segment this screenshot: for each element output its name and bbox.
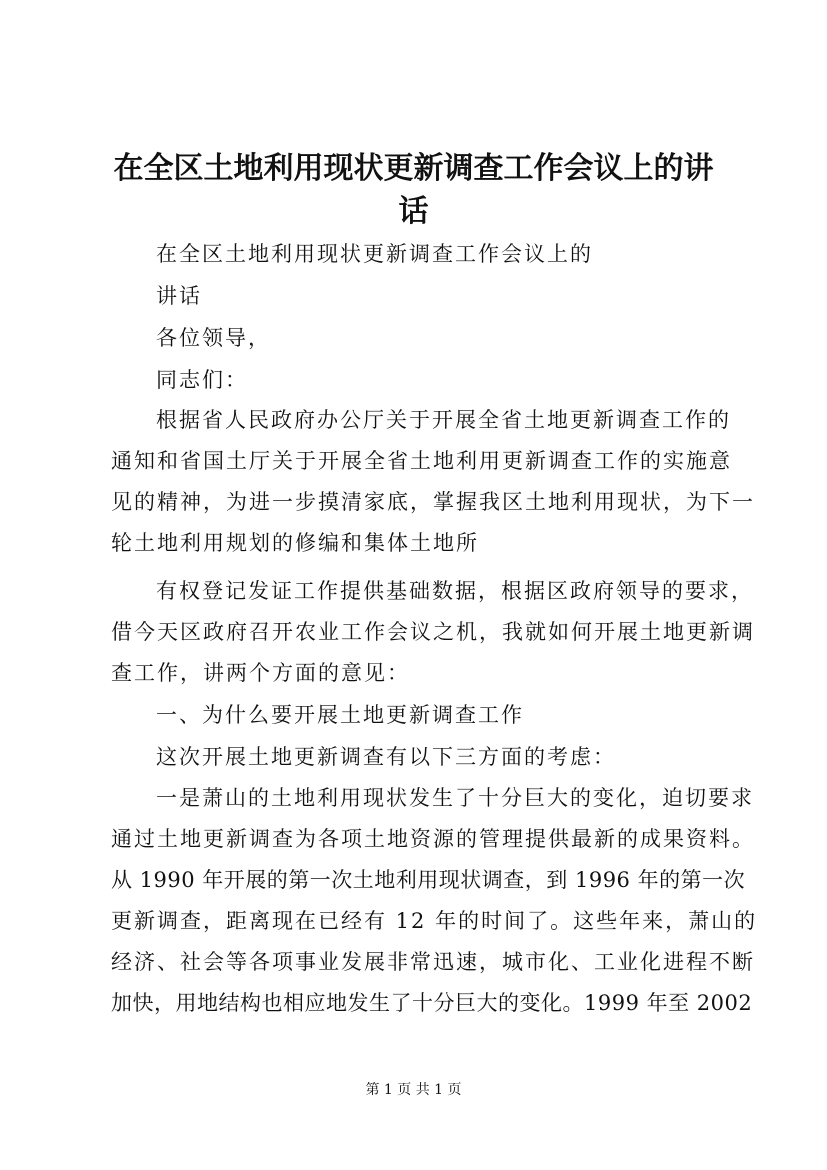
paragraph-line: 加快，用地结构也相应地发生了十分巨大的变化。1999 年至 2002: [111, 991, 753, 1015]
document-title-line-1: 在全区土地利用现状更新调查工作会议上的讲: [113, 151, 714, 186]
page-footer: 第 1 页 共 1 页: [365, 1082, 462, 1098]
salutation-line-1: 各位领导，: [156, 326, 271, 350]
paragraph-line: 从 1990 年开展的第一次土地利用现状调查，到 1996 年的第一次: [111, 868, 746, 892]
paragraph-line: 借今天区政府召开农业工作会议之机，我就如何开展土地更新调: [111, 620, 755, 644]
paragraph-line: 更新调查，距离现在已经有 12 年的时间了。这些年来，萧山的: [111, 909, 758, 933]
salutation-line-2: 同志们：: [156, 368, 248, 392]
paragraph-line: 根据省人民政府办公厅关于开展全省土地更新调查工作的: [156, 408, 731, 432]
paragraph-line: 一是萧山的土地利用现状发生了十分巨大的变化，迫切要求: [156, 786, 754, 810]
section-heading: 一、为什么要开展土地更新调查工作: [156, 703, 524, 727]
paragraph-line: 查工作，讲两个方面的意见：: [111, 661, 410, 685]
paragraph-line: 通知和省国土厅关于开展全省土地利用更新调查工作的实施意: [111, 449, 732, 473]
document-title-line-2: 话: [398, 194, 429, 229]
paragraph-line: 有权登记发证工作提供基础数据，根据区政府领导的要求，: [156, 579, 754, 603]
subtitle-line-1: 在全区土地利用现状更新调查工作会议上的: [156, 242, 593, 266]
subtitle-line-2: 讲话: [156, 284, 202, 308]
paragraph-line: 见的精神，为进一步摸清家底，掌握我区土地利用现状，为下一: [111, 490, 755, 514]
paragraph-line: 经济、社会等各项事业发展非常迅速，城市化、工业化进程不断: [111, 950, 755, 974]
paragraph-line: 这次开展土地更新调查有以下三方面的考虑：: [156, 745, 616, 769]
paragraph-line: 通过土地更新调查为各项土地资源的管理提供最新的成果资料。: [111, 827, 755, 851]
paragraph-line: 轮土地利用规划的修编和集体土地所: [111, 531, 479, 555]
